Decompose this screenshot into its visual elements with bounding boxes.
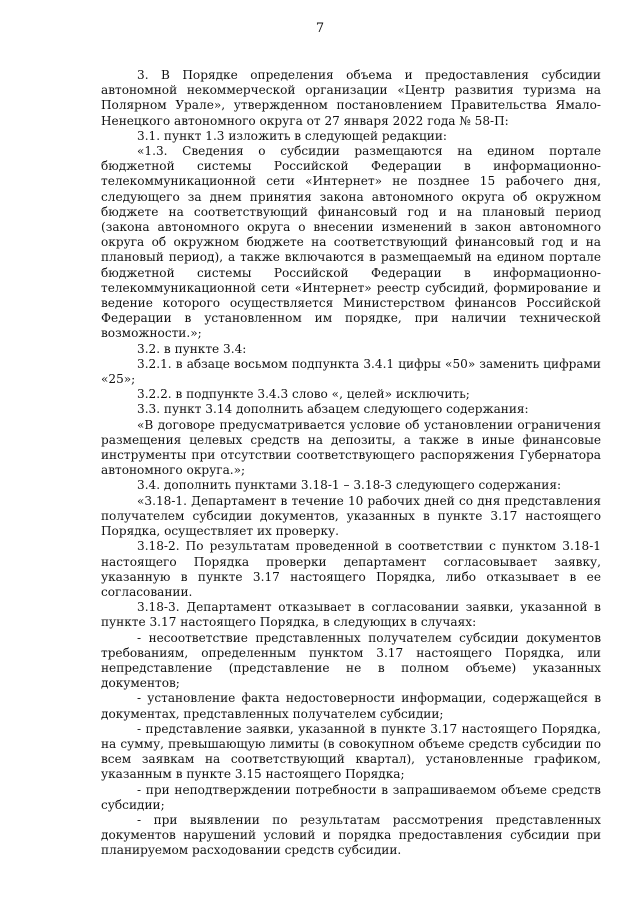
paragraph-3-4: 3.4. дополнить пунктами 3.18-1 – 3.18-3 следующего содержания:	[137, 478, 562, 493]
paragraph-amendment-3: 3. В Порядке определения объема и предоставления субсидии автономной некоммерческой организации «Центр развития туризма на Полярном Урале», утвержденном постановлением Правительства Ямало-Ненецкого автономного округа от 27 января 2022 года № 58-П:	[101, 68, 601, 128]
list-item-unconfirmed-need: - при неподтверждении потребности в запрашиваемом объеме средств субсидии;	[101, 782, 601, 812]
paragraph-contract-condition: «В договоре предусматривается условие об установлении ограничения размещения целевых средств на депозиты, а также в иные финансовые инструменты при отсутствии соответствующего распоряжения Губернатора автономного округа.»;	[101, 417, 601, 478]
paragraph-1-3-text: «1.3. Сведения о субсидии размещаются на едином портале бюджетной системы Российской Федерации в информационно-телекоммуникационной сети «Интернет» не позднее 15 рабочего дня, следующего за днем принятия закона автономного округа об окружном бюджете на соответствующий финансовый год и на плановый период (закона автономного округа о внесении изменений в закон автономного округа об окружном бюджете на соответствующий финансовый год и на плановый период), а также включаются в размещаемый на едином портале бюджетной системы Российской Федерации в информационно-телекоммуникационной сети «Интернет» реестр субсидий, формирование и ведение которого осуществляется Министерством финансов Российской Федерации в установленном им порядке, при наличии технической возможности.»;	[101, 144, 601, 341]
paragraph-3-18-3: 3.18-3. Департамент отказывает в согласовании заявки, указанной в пункте 3.17 настоящего Порядка, в следующих в случаях:	[101, 600, 601, 630]
document-body	[101, 68, 601, 859]
paragraph-3-18-2: 3.18-2. По результатам проведенной в соответствии с пунктом 3.18-1 настоящего Порядка проверки департамент согласовывает заявку, указанную в пункте 3.17 настоящего Порядка, либо отказывает в ее согласовании.	[101, 539, 601, 599]
list-item-unreliable-info: - установление факта недостоверности информации, содержащейся в документах, представленных получателем субсидии;	[101, 691, 601, 721]
page-number: 7	[315, 21, 325, 36]
paragraph-3-2-1: 3.2.1. в абзаце восьмом подпункта 3.4.1 цифры «50» заменить цифрами «25»;	[101, 356, 601, 387]
paragraph-3-3: 3.3. пункт 3.14 дополнить абзацем следующего содержания:	[137, 402, 529, 417]
paragraph-3-2: 3.2. в пункте 3.4:	[137, 341, 247, 356]
list-item-nonconformity: - несоответствие представленных получателем субсидии документов требованиям, определенным пунктом 3.17 настоящего Порядка, или непредставление (представление не в полном объеме) указанных документов;	[101, 630, 601, 691]
paragraph-3-1: 3.1. пункт 1.3 изложить в следующей редакции:	[137, 128, 448, 143]
paragraph-3-2-2: 3.2.2. в подпункте 3.4.3 слово «, целей» исключить;	[137, 387, 470, 402]
list-item-exceeding-limits: - представление заявки, указанной в пункте 3.17 настоящего Порядка, на сумму, превышающую лимиты (в совокупном объеме средств субсидии по всем заявкам на соответствующий квартал), установленные графиком, указанным в пункте 3.15 настоящего Порядка;	[101, 721, 601, 782]
list-item-violations: - при выявлении по результатам рассмотрения представленных документов нарушений условий и порядка предоставления субсидии при планируемом расходовании средств субсидии.	[101, 812, 601, 858]
paragraph-3-18-1: «3.18-1. Департамент в течение 10 рабочих дней со дня представления получателем субсидии документов, указанных в пункте 3.17 настоящего Порядка, осуществляет их проверку.	[101, 493, 601, 539]
